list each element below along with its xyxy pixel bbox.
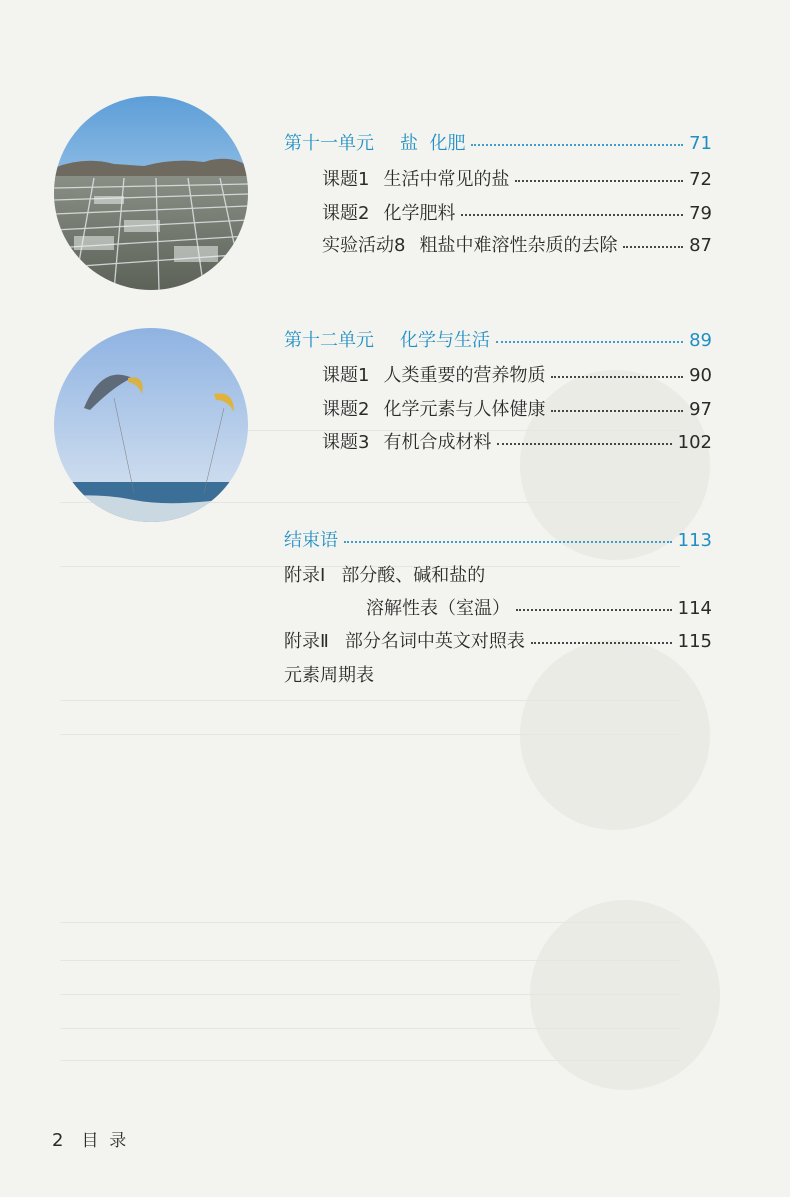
show-through-line — [60, 734, 680, 735]
page-number: 113 — [677, 530, 712, 551]
toc-appendix-1-cont[interactable] — [366, 594, 712, 620]
lesson-label: 课题3 — [322, 432, 370, 453]
closing-title: 结束语 — [284, 530, 338, 551]
show-through-line — [60, 960, 680, 961]
lesson-title: 有机合成材料 — [383, 432, 492, 453]
lesson-title: 生活中常见的盐 — [383, 169, 510, 190]
dot-leader — [551, 409, 683, 412]
lesson-label: 课题1 — [322, 365, 370, 386]
dot-leader — [471, 143, 683, 146]
page-number: 90 — [689, 365, 712, 386]
footer-label: 目 录 — [81, 1131, 127, 1151]
show-through-circle — [520, 640, 710, 830]
lesson-title: 人类重要的营养物质 — [383, 365, 546, 386]
toc-closing[interactable] — [284, 526, 712, 552]
dot-leader — [461, 213, 683, 216]
toc-unit-11[interactable] — [284, 129, 712, 155]
show-through-line — [60, 1028, 680, 1029]
lesson-label: 课题2 — [322, 203, 370, 224]
dot-leader — [344, 540, 672, 543]
lesson-title: 粗盐中难溶性杂质的去除 — [419, 235, 618, 256]
toc-lesson[interactable] — [322, 395, 712, 421]
page-footer — [52, 1126, 126, 1151]
page-number: 89 — [689, 330, 712, 351]
page-number: 115 — [677, 631, 712, 652]
toc-lesson[interactable] — [322, 199, 712, 225]
dot-leader — [497, 442, 671, 445]
dot-leader — [496, 340, 683, 343]
appendix-title-line2: 溶解性表（室温） — [366, 598, 510, 619]
unit-prefix: 第十一单元 — [284, 133, 374, 154]
page-number: 87 — [689, 235, 712, 256]
toc-lesson[interactable] — [322, 231, 712, 257]
appendix-label: 附录Ⅱ — [284, 631, 329, 652]
show-through-line — [60, 1060, 680, 1061]
unit-prefix: 第十二单元 — [284, 330, 374, 351]
lesson-title: 化学元素与人体健康 — [383, 399, 546, 420]
toc-lesson[interactable] — [322, 165, 712, 191]
page-number: 72 — [689, 169, 712, 190]
toc-unit-12[interactable] — [284, 326, 712, 352]
page-number: 114 — [677, 598, 712, 619]
lesson-label: 课题2 — [322, 399, 370, 420]
toc-appendix-2[interactable] — [284, 627, 712, 653]
toc-lesson[interactable] — [322, 361, 712, 387]
dot-leader — [531, 641, 672, 644]
page-number: 97 — [689, 399, 712, 420]
show-through-line — [60, 994, 680, 995]
appendix-title-line1: 部分酸、碱和盐的 — [341, 565, 486, 586]
appendix-label: 附录Ⅰ — [284, 565, 326, 586]
show-through-line — [60, 922, 680, 923]
dot-leader — [516, 608, 672, 611]
toc-lesson[interactable] — [322, 428, 712, 454]
toc-periodic-table[interactable] — [284, 661, 374, 687]
salt-field-photo — [54, 96, 248, 290]
dot-leader — [623, 245, 683, 248]
footer-page-number: 2 — [52, 1130, 64, 1151]
dot-leader — [551, 375, 683, 378]
lesson-title: 化学肥料 — [383, 203, 456, 224]
toc-appendix-1[interactable] — [284, 561, 712, 587]
unit-title: 化学与生活 — [400, 330, 490, 351]
kitesurfing-photo — [54, 328, 248, 522]
unit-title: 盐 化肥 — [400, 133, 466, 154]
appendix-title: 部分名词中英文对照表 — [344, 631, 525, 652]
page-number: 102 — [677, 432, 712, 453]
lesson-label: 实验活动8 — [322, 235, 406, 256]
periodic-table-title: 元素周期表 — [284, 665, 374, 686]
page-number: 71 — [689, 133, 712, 154]
lesson-label: 课题1 — [322, 169, 370, 190]
page-number: 79 — [689, 203, 712, 224]
dot-leader — [515, 179, 683, 182]
show-through-circle — [530, 900, 720, 1090]
show-through-line — [60, 700, 680, 701]
